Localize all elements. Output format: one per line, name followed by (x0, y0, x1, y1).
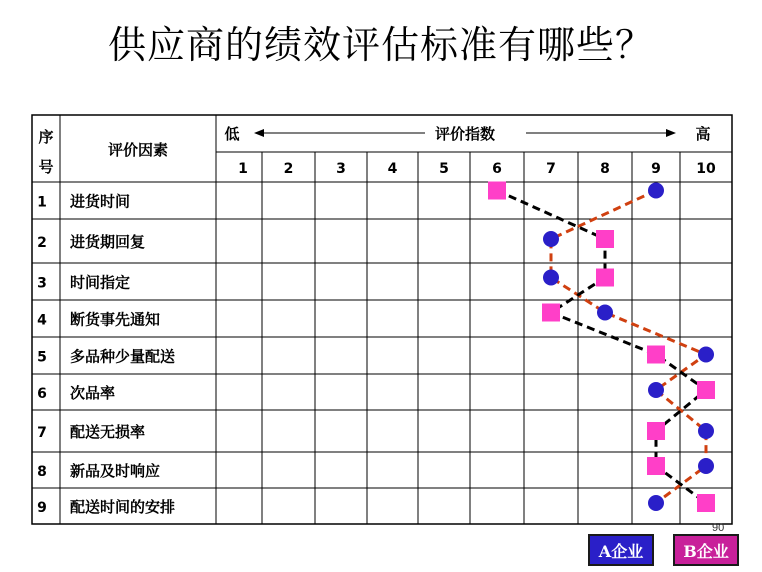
row-factor: 配送无损率 (70, 423, 146, 441)
data-point-b (647, 346, 665, 364)
row-number: 5 (37, 349, 47, 366)
scale-number: 5 (439, 161, 449, 177)
scale-number: 9 (651, 161, 661, 177)
data-point-b (542, 304, 560, 322)
scale-number: 4 (387, 161, 398, 177)
data-point-b (647, 457, 665, 475)
row-number: 7 (37, 425, 47, 441)
data-point-a (698, 423, 714, 439)
data-point-b (596, 230, 614, 248)
data-point-a (597, 305, 613, 321)
page-title: 供应商的绩效评估标准有哪些？ (107, 23, 654, 67)
scale-number: 7 (546, 161, 556, 177)
scale-number: 6 (492, 161, 502, 177)
row-factor: 多品种少量配送 (70, 347, 176, 366)
row-factor: 进货时间 (70, 192, 131, 211)
scale-high-label: 高 (695, 125, 711, 143)
row-number: 1 (37, 194, 47, 211)
data-point-b (697, 381, 715, 399)
arrow-left-icon (254, 129, 264, 137)
seq-header-bottom: 号 (38, 158, 54, 176)
scale-number: 1 (238, 161, 248, 177)
data-point-b (488, 182, 506, 200)
scale-number: 10 (696, 161, 716, 177)
data-point-b (647, 422, 665, 440)
row-factor: 配送时间的安排 (70, 498, 176, 516)
row-factor: 次品率 (70, 384, 116, 402)
scale-number: 3 (336, 161, 346, 177)
data-point-a (648, 382, 664, 398)
row-number: 4 (37, 312, 47, 329)
row-number: 6 (37, 386, 47, 402)
data-point-a (648, 183, 664, 199)
scale-number: 2 (283, 161, 294, 177)
legend-b-company: B企业 (673, 534, 739, 566)
data-point-b (697, 494, 715, 512)
data-point-a (543, 270, 559, 286)
row-factor: 进货期回复 (70, 233, 146, 251)
data-point-a (543, 231, 559, 247)
data-point-b (596, 269, 614, 287)
row-factor: 新品及时响应 (70, 462, 161, 480)
scale-low-label: 低 (224, 125, 240, 143)
row-number: 2 (37, 235, 47, 251)
row-factor: 时间指定 (70, 273, 131, 292)
data-point-a (698, 347, 714, 363)
seq-header-top: 序 (38, 128, 54, 146)
series-line-a (551, 191, 706, 504)
legend-a-company: A企业 (588, 534, 654, 566)
row-number: 9 (37, 500, 47, 516)
row-number: 8 (37, 464, 47, 480)
page-number: 90 (712, 522, 725, 534)
data-point-a (698, 458, 714, 474)
scale-label: 评价指数 (434, 125, 496, 143)
scale-number: 8 (600, 161, 610, 177)
data-point-a (648, 495, 664, 511)
row-number: 3 (37, 275, 47, 292)
factor-header: 评价因素 (107, 141, 169, 159)
arrow-right-icon (666, 129, 676, 137)
row-factor: 断货事先通知 (70, 310, 161, 329)
